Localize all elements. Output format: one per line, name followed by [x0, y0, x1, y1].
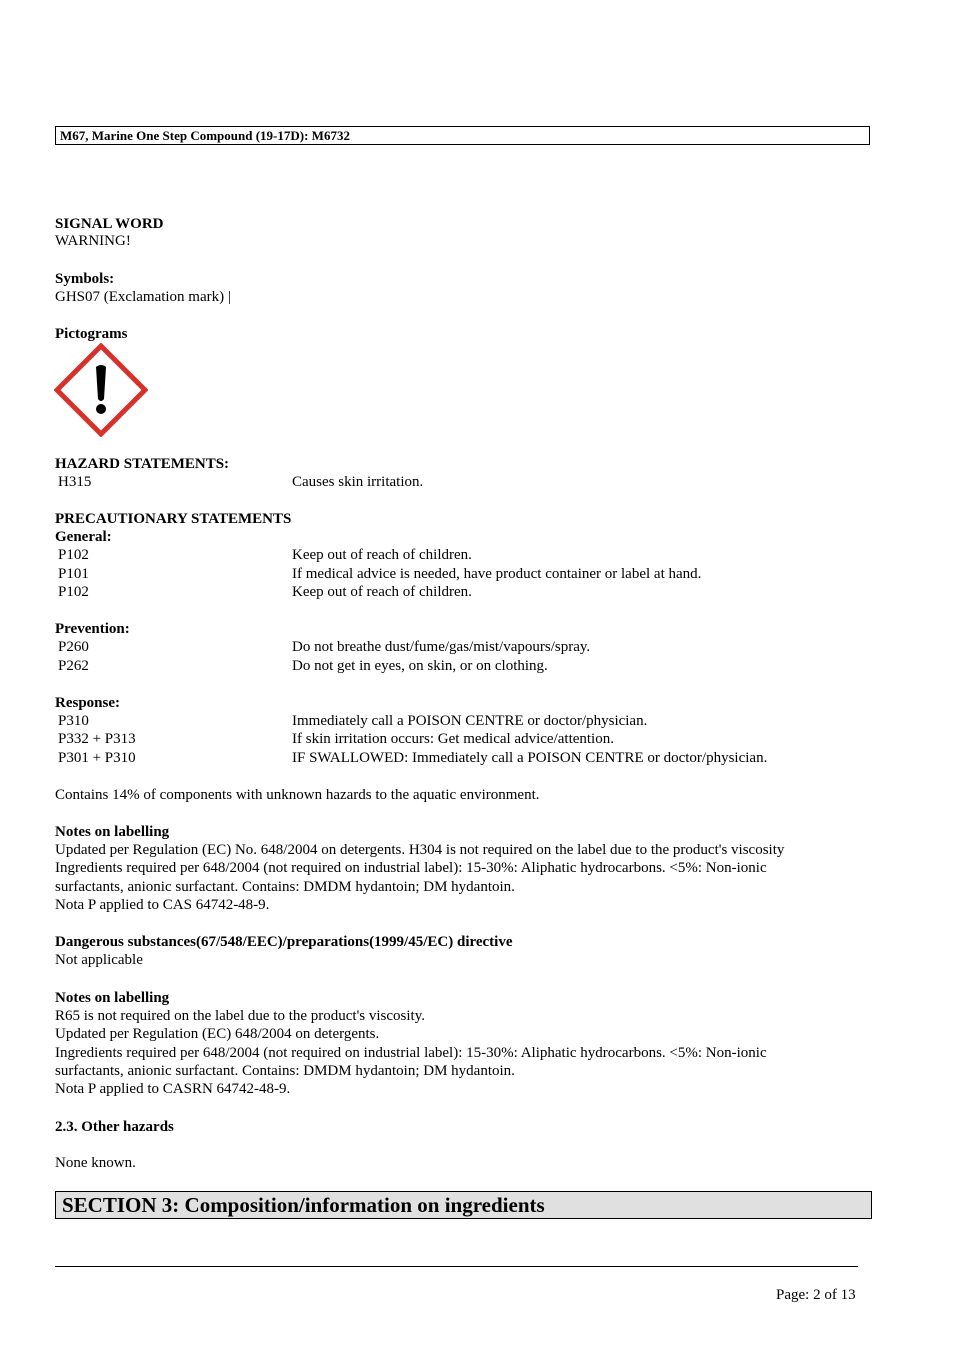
section-3-title: SECTION 3: Composition/information on ingredients: [62, 1193, 545, 1217]
notes-labelling-line: Ingredients required per 648/2004 (not required on industrial label): 15-30%: Aliphatic hydrocarbons. <5%: Non-ionic: [55, 1045, 767, 1061]
pictograms-heading: Pictograms: [55, 326, 128, 342]
notes-labelling-line: R65 is not required on the label due to the product's viscosity.: [55, 1008, 425, 1024]
notes-labelling-heading: Notes on labelling: [55, 824, 170, 840]
notes-labelling-line: Ingredients required per 648/2004 (not required on industrial label): 15-30%: Aliphatic hydrocarbons. <5%: Non-ionic: [55, 860, 767, 876]
response-code: P301 + P310: [58, 750, 136, 766]
prevention-code: P262: [58, 658, 89, 674]
response-text: IF SWALLOWED: Immediately call a POISON CENTRE or doctor/physician.: [292, 750, 768, 766]
notes-labelling-line: surfactants, anionic surfactant. Contains: DMDM hydantoin; DM hydantoin.: [55, 1063, 515, 1079]
other-hazards-value: None known.: [55, 1155, 136, 1171]
dangerous-substances-value: Not applicable: [55, 952, 143, 968]
response-heading: Response:: [55, 695, 121, 711]
page-number: Page: 2 of 13: [776, 1287, 856, 1303]
hazard-heading: HAZARD STATEMENTS:: [55, 456, 230, 472]
footer-divider: [55, 1266, 858, 1267]
response-code: P332 + P313: [58, 731, 136, 747]
product-title: M67, Marine One Step Compound (19-17D): M6732: [60, 128, 350, 143]
general-code: P101: [58, 566, 89, 582]
signal-word-heading: SIGNAL WORD: [55, 216, 164, 232]
general-text: If medical advice is needed, have product container or label at hand.: [292, 566, 702, 582]
prevention-text: Do not breathe dust/fume/gas/mist/vapours/spray.: [292, 639, 591, 655]
hazard-text: Causes skin irritation.: [292, 474, 424, 490]
notes-labelling-heading: Notes on labelling: [55, 990, 170, 1006]
general-text: Keep out of reach of children.: [292, 547, 472, 563]
prevention-heading: Prevention:: [55, 621, 130, 637]
general-code: P102: [58, 547, 89, 563]
response-text: If skin irritation occurs: Get medical advice/attention.: [292, 731, 614, 747]
ghs07-exclamation-icon: [54, 343, 148, 437]
prevention-code: P260: [58, 639, 89, 655]
symbols-value: GHS07 (Exclamation mark) |: [55, 289, 231, 305]
section-3-header: [55, 1191, 872, 1219]
prevention-text: Do not get in eyes, on skin, or on clothing.: [292, 658, 548, 674]
document-header: [55, 126, 870, 145]
notes-labelling-line: Updated per Regulation (EC) No. 648/2004 on detergents. H304 is not required on the label due to the product's viscosity: [55, 842, 785, 858]
response-text: Immediately call a POISON CENTRE or doctor/physician.: [292, 713, 648, 729]
notes-labelling-line: Nota P applied to CAS 64742-48-9.: [55, 897, 270, 913]
general-text: Keep out of reach of children.: [292, 584, 472, 600]
general-code: P102: [58, 584, 89, 600]
signal-word-value: WARNING!: [55, 233, 131, 249]
dangerous-substances-heading: Dangerous substances(67/548/EEC)/preparations(1999/45/EC) directive: [55, 934, 513, 950]
precautionary-heading: PRECAUTIONARY STATEMENTS: [55, 511, 292, 527]
response-code: P310: [58, 713, 89, 729]
hazard-code: H315: [58, 474, 92, 490]
other-hazards-heading: 2.3. Other hazards: [55, 1119, 174, 1135]
symbols-heading: Symbols:: [55, 271, 115, 287]
notes-labelling-line: surfactants, anionic surfactant. Contains: DMDM hydantoin; DM hydantoin.: [55, 879, 515, 895]
notes-labelling-line: Updated per Regulation (EC) 648/2004 on detergents.: [55, 1026, 380, 1042]
aquatic-note: Contains 14% of components with unknown hazards to the aquatic environment.: [55, 787, 540, 803]
general-heading: General:: [55, 529, 112, 545]
notes-labelling-line: Nota P applied to CASRN 64742-48-9.: [55, 1081, 291, 1097]
